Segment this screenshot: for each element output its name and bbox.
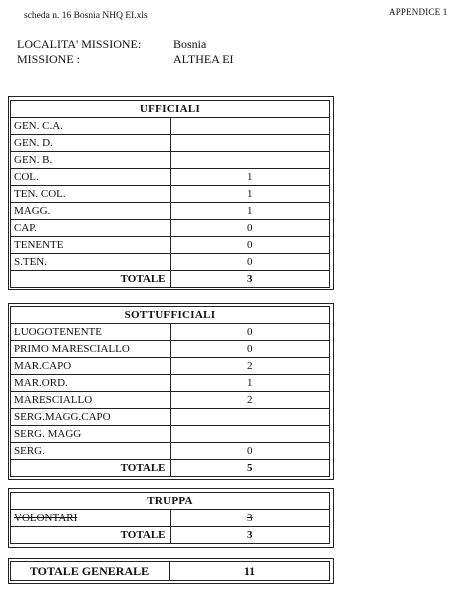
row-value [170,426,330,443]
table-row [11,220,330,237]
row-label: VOLONTARI [11,510,171,527]
row-value: 1 [170,375,330,392]
row-label: S.TEN. [11,254,171,271]
table-row [11,186,330,203]
localita-value: Bosnia [173,37,207,51]
row-value: 0 [170,254,330,271]
table-row [11,358,330,375]
row-value: 2 [170,358,330,375]
row-value: 0 [170,237,330,254]
row-label: PRIMO MARESCIALLO [11,341,171,358]
row-label: CAP. [11,220,171,237]
table-row [11,152,330,169]
row-label: TEN. COL. [11,186,171,203]
row-label: SERG. [11,443,171,460]
missione-value: ALTHEA EI [173,52,234,66]
table-row [11,324,330,341]
truppa-table [10,492,330,544]
table-row [11,409,330,426]
row-value: 0 [170,341,330,358]
table-row [11,118,330,135]
row-value: 3 [170,510,330,527]
file-name: scheda n. 16 Bosnia NHQ EI.xls [24,11,148,21]
table-row [11,443,330,460]
total-label: TOTALE [11,527,171,544]
row-label: MAR.CAPO [11,358,171,375]
table-row [11,375,330,392]
localita-label: LOCALITA' MISSIONE: [17,37,142,51]
total-value: 5 [170,460,330,477]
row-value: 0 [170,443,330,460]
table-row [11,203,330,220]
ufficiali-title: UFFICIALI [11,101,330,118]
row-value: 0 [170,220,330,237]
row-value [170,118,330,135]
table-row [11,426,330,443]
row-label: MARESCIALLO [11,392,171,409]
total-value: 3 [170,271,330,288]
row-value [170,135,330,152]
row-label: COL. [11,169,171,186]
table-row [11,392,330,409]
row-value [170,152,330,169]
appendix-label: APPENDICE 1 [389,7,448,17]
grand-total-label: TOTALE GENERALE [11,562,170,581]
row-label: GEN. D. [11,135,171,152]
row-label: MAGG. [11,203,171,220]
missione-label: MISSIONE : [17,52,81,66]
row-label: MAR.ORD. [11,375,171,392]
total-value: 3 [170,527,330,544]
row-value: 0 [170,324,330,341]
row-value: 1 [170,169,330,186]
row-value [170,409,330,426]
total-row [11,271,330,288]
truppa-title: TRUPPA [11,493,330,510]
row-label: GEN. C.A. [11,118,171,135]
row-value: 1 [170,186,330,203]
row-value: 2 [170,392,330,409]
ufficiali-table [10,100,330,288]
total-label: TOTALE [11,271,171,288]
table-row [11,135,330,152]
row-label: SERG.MAGG.CAPO [11,409,171,426]
total-row [11,460,330,477]
grand-total-value: 11 [170,562,330,581]
totale-generale-table [10,561,330,581]
row-label: TENENTE [11,237,171,254]
sottufficiali-title: SOTTUFFICIALI [11,307,330,324]
row-label: SERG. MAGG [11,426,171,443]
table-row [11,510,330,527]
row-label: GEN. B. [11,152,171,169]
total-label: TOTALE [11,460,171,477]
table-row [11,169,330,186]
table-row [11,254,330,271]
total-row [11,527,330,544]
sottufficiali-table [10,306,330,477]
row-value: 1 [170,203,330,220]
table-row [11,237,330,254]
row-label: LUOGOTENENTE [11,324,171,341]
table-row [11,341,330,358]
